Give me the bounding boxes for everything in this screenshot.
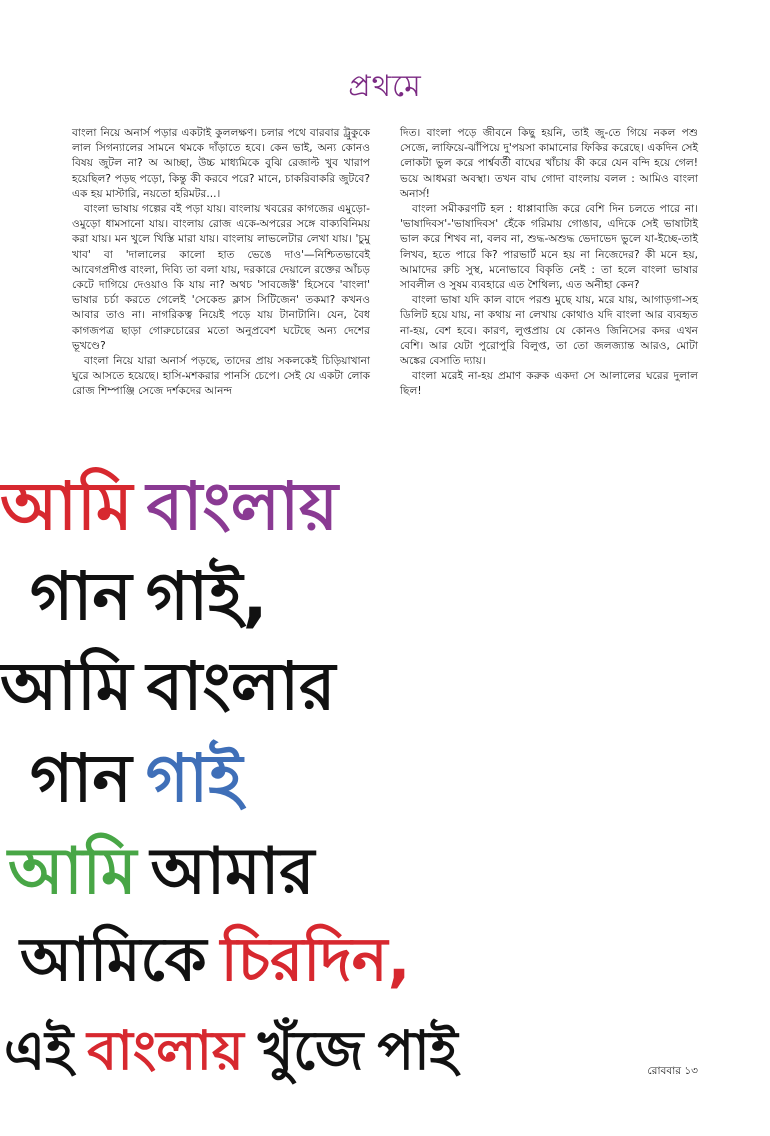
art-word: আমার — [150, 835, 315, 909]
art-word: গান — [30, 558, 132, 635]
paragraph: বাংলা মরেই না-হয় প্রমাণ করুক একদা সে আলালের ঘরের দুলাল ছিল! — [400, 370, 698, 398]
art-word: বাংলায় — [146, 468, 338, 545]
art-word: পাই — [377, 1019, 458, 1082]
art-word: গান — [30, 740, 132, 817]
calligraphy-artwork — [0, 468, 600, 1118]
paragraph: দিত। বাংলা পড়ে জীবনে কিছু হয়নি, তাই জু-তে গিয়ে নকল পশু সেজে, লাফিয়ে-ঝাঁপিয়ে দু'পয়সা কামানোর ফিকির করেছে। একদিন সেই লোকটা ভুল করে পার্শ্ববর্তী বাঘের খাঁচায় কী করে যেন বন্দি হয়ে গেল! ভয়ে আধমরা অবস্থা। তখন বাঘ গোদা বাংলায় বলল : আমিও বাংলা অনার্স! — [400, 127, 698, 200]
art-word: আমি — [8, 835, 137, 909]
art-word: বাংলার — [146, 648, 336, 725]
art-line-2 — [30, 558, 282, 635]
art-word: চিরদিন, — [220, 925, 411, 995]
art-word: আমি — [0, 468, 133, 545]
art-word: খুঁজে — [257, 1019, 364, 1082]
art-word: গাই — [145, 740, 243, 817]
art-line-6 — [20, 925, 424, 995]
paragraph: বাংলা সমীকরণটি হল : ধাপ্পাবাজি করে বেশি দিন চলতে পারে না। 'ভাষাদিবস'-'ভাষাদিবস' হেঁকে গরিমায় গোঙাব, এদিকে সেই ভাষাটাই ভাল করে শিখব না, বলব না, শুদ্ধ-অশুদ্ধ ভেদাভেদ ভুলে যা-ইচ্ছে-তাই লিখব, হতে পারে কি? পারভার্ট মনে হয় না নিজেদের? কী মনে হয়, আমাদের রুচি সুস্থ, মনোভাবে বিকৃতি নেই : তা হলে বাংলা ভাষার সাবলীল ও সুষম ব্যবহারে এত শৈথিল্য, এত অনীহা কেন? — [400, 203, 698, 292]
art-line-7 — [4, 1019, 472, 1082]
paragraph: বাংলা নিয়ে যারা অনার্স পড়ছে, তাদের প্রায় সকলকেই চিড়িয়াখানা ঘুরে আসতে হয়েছে। হাসি-মশকরার পানসি চেপে। সেই যে একটা লোক রোজ শিম্পাঞ্জি সেজে দর্শকদের আনন্দ — [72, 355, 370, 398]
art-line-1 — [0, 468, 352, 545]
art-word: আমি — [0, 648, 133, 725]
art-line-3 — [0, 648, 349, 725]
page-heading: প্রথমে — [348, 69, 422, 104]
art-word: এই — [4, 1019, 74, 1082]
paragraph: বাংলা ভাষা যদি কাল বাদে পরশু মুছে যায়, মরে যায়, আগাড়গা-সহ ডিলিট হয়ে যায়, না কথায় না লেখায় কোথাও যদি বাংলা আর ব্যবহৃত না-হয়, বেশ হবে। কারণ, লুপ্তপ্রায় যে কোনও জিনিসের কদর এখন বেশি। আর যেটা পুরোপুরি বিলুপ্ত, তা তো জলজ্যান্ত আরও, মোটা অঙ্কের বেসাতি দ্যায়। — [400, 294, 698, 368]
paragraph: বাংলা ভাষায় গল্পের বই পড়া যায়। বাংলায় খবরের কাগজের এমুড়ো-ওমুড়ো ধামসানো যায়। বাংলায় রোজ একে-অপরের সঙ্গে বাক্যবিনিময় করা যায়। মন খুলে খিস্তি মারা যায়। বাংলায় লাভলেটার লেখা যায়। 'চুমু খাব' বা 'দালালের কালো হাত ভেঙে দাও'—নিশ্চিতভাবেই আবেগপ্রদীপ্ত বাংলা, দিব্যি তা বলা যায়, দরকারে দেয়ালে রক্তের আঁচড় কেটে দাগিয়ে দেওয়াও কি যায় না? অথচ 'সাবজেক্ট' হিসেবে 'বাংলা' ভাষার চর্চা করতে গেলেই 'সেকেন্ড ক্লাস সিটিজেন' তকমা? কখনও আবার তাও না। নাগরিকত্ব নিয়েই পড়ে যায় টানাটানি। যেন, বৈধ কাগজপত্র ছাড়া গোরুচোরের মতো অনুপ্রবেশ ঘটেছে অন্য দেশের ভূখণ্ডে? — [72, 203, 370, 352]
art-line-4 — [30, 740, 257, 817]
art-word: আমিকে — [20, 925, 207, 995]
art-line-5 — [8, 835, 328, 909]
page-footer: রোববার ১৩ — [647, 1065, 698, 1077]
article-column-right — [400, 126, 698, 400]
paragraph: বাংলা নিয়ে অনার্স পড়ার একটাই কুললক্ষণ। চলার পথে বারবার ট্রুকুকে লাল সিগন্যালের সামনে থমকে দাঁড়াতে হবে। কেন ভাই, অন্য কোনও বিষয় জুটল না? অ আচ্ছা, উচ্চ মাধ্যমিকে বুঝি রেজাল্ট খুব খারাপ হয়েছিল? পড়ছ পড়ো, কিন্তু কী করবে পরে? মানে, চাকরিবাকরি জুটবে? এক হয় মাস্টারি, নয়তো হরিমটর...। — [72, 127, 370, 200]
art-word: গাই, — [145, 558, 268, 635]
art-word: বাংলায় — [87, 1019, 244, 1082]
article-column-left — [72, 126, 370, 400]
